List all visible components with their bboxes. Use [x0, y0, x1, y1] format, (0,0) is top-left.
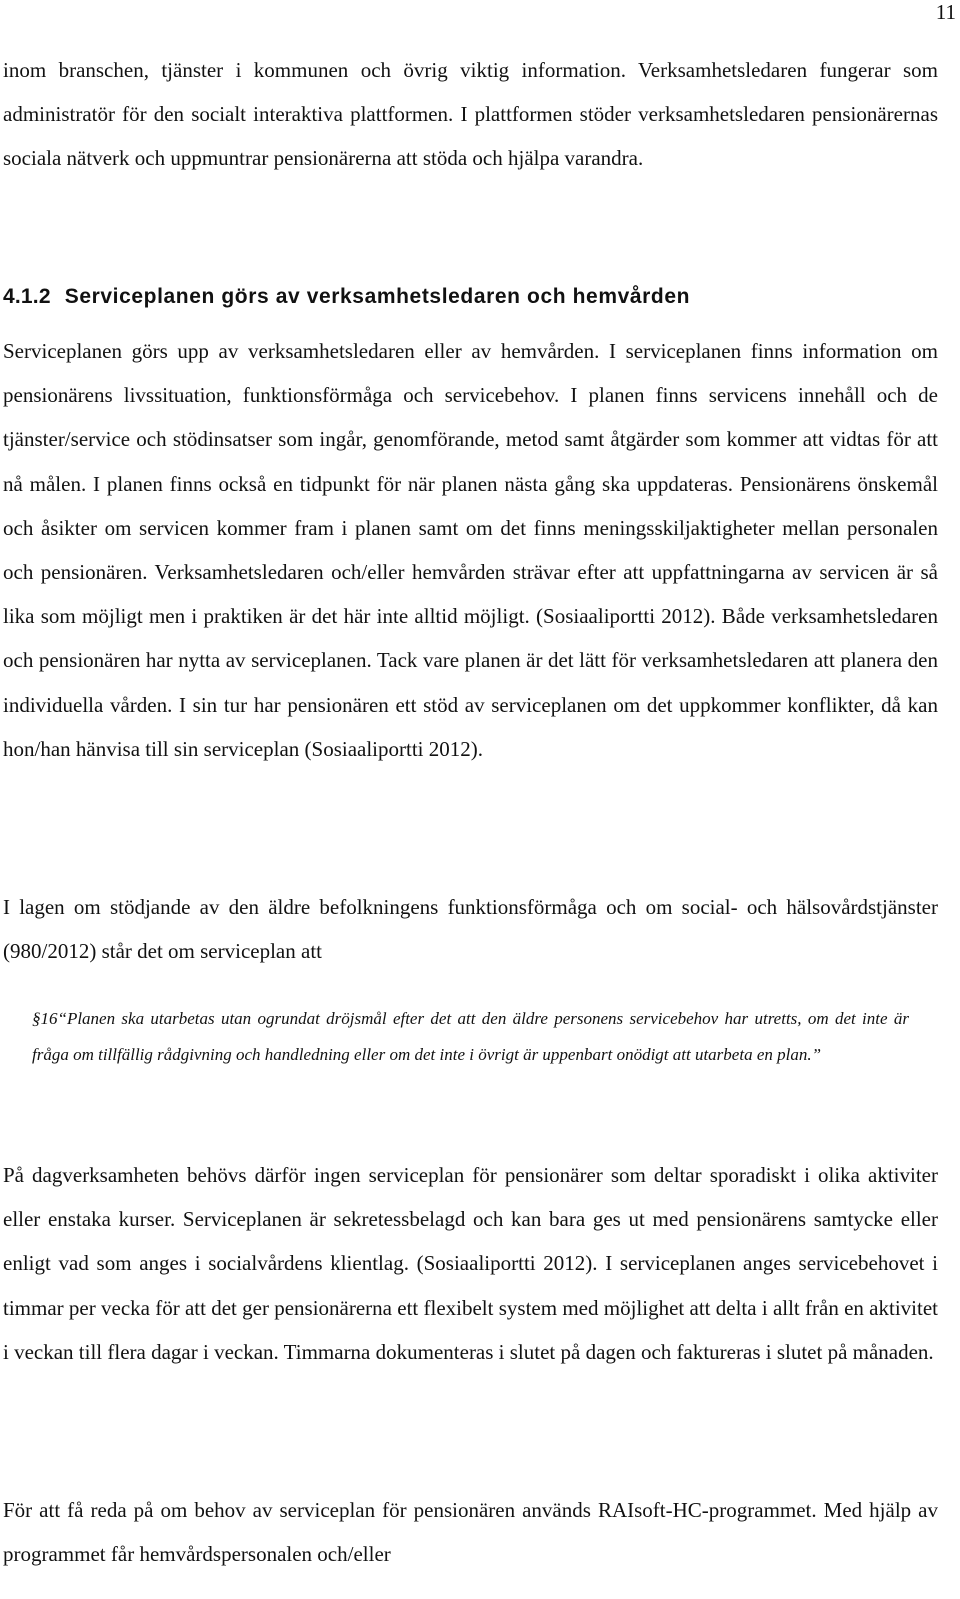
section-heading [3, 279, 938, 315]
section-title: Serviceplanen görs av verksamhetsledaren och hemvården [64, 285, 691, 308]
law-quote: §16“Planen ska utarbetas utan ogrundat dröjsmål efter det att den äldre personens servicebehov har utretts, om det inte är fråga om tillfällig rådgivning och handledning eller om det inte i övrigt är uppenbart onödigt att utarbeta en plan.” [32, 1009, 909, 1064]
paragraph-intro: inom branschen, tjänster i kommunen och övrig viktig information. Verksamhetsledaren fungerar som administratör för den socialt interaktiva plattformen. I plattformen stöder verksamhetsledaren pensionärernas sociala nätverk och uppmuntrar pensionärerna att stöda och hjälpa varandra. [3, 58, 938, 171]
page-number: 11 [935, 0, 956, 24]
paragraph-serviceplan: Serviceplanen görs upp av verksamhetsledaren eller av hemvården. I serviceplanen finns information om pensionärens livssituation, funktionsförmåga och servicebehov. I planen finns servicens innehåll och de tjänster/service och stödinsatser som ingår, genomförande, metod samt åtgärder som kommer att vidtas för att nå målen. I planen finns också en tidpunkt för när planen nästa gång ska uppdateras. Pensionärens önskemål och åsikter om servicen kommer fram i planen samt om det finns meningsskiljaktigheter mellan personalen och pensionären. Verksamhetsledaren och/eller hemvården strävar efter att uppfattningarna av servicen är så lika som möjligt men i praktiken är det här inte alltid möjligt. (Sosiaaliportti 2012). Både verksamhetsledaren och pensionären har nytta av serviceplanen. Tack vare planen är det lätt för verksamhetsledaren att planera den individuella vården. I sin tur har pensionären ett stöd av serviceplanen om det uppkommer konflikter, då kan hon/han hänvisa till sin serviceplan (Sosiaaliportti 2012). [3, 339, 938, 761]
section-number: 4.1.2 [3, 285, 51, 308]
paragraph-raisoft: För att få reda på om behov av serviceplan för pensionären används RAIsoft-HC-programmet. Med hjälp av programmet får hemvårdspersonalen och/eller [3, 1498, 938, 1567]
paragraph-dagverksamhet: På dagverksamheten behövs därför ingen serviceplan för pensionärer som deltar sporadiskt i olika aktiviter eller enstaka kurser. Serviceplanen är sekretessbelagd och kan bara ges ut med pensionärens samtycke eller enligt vad som anges i socialvårdens klientlag. (Sosiaaliportti 2012). I serviceplanen anges servicebehovet i timmar per vecka för att det ger pensionärerna ett flexibelt system med möjlighet att delta i allt från en aktivitet i veckan till flera dagar i veckan. Timmarna dokumenteras i slutet på dagen och faktureras i slutet på månaden. [3, 1163, 938, 1364]
paragraph-law: I lagen om stödjande av den äldre befolkningens funktionsförmåga och om social- och hälsovårdstjänster (980/2012) står det om serviceplan att [3, 895, 938, 964]
